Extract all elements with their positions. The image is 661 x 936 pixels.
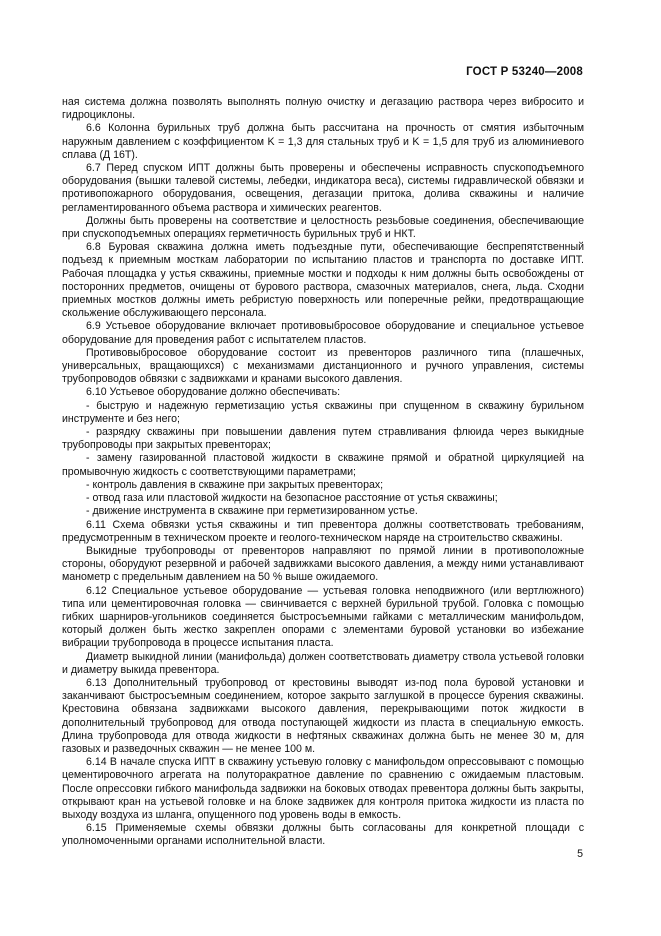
paragraph-6-8: 6.8 Буровая скважина должна иметь подъездные пути, обеспечивающие беспрепятственный подъезд к приемным мосткам лаборатории по испытанию пластов и транспорта по доставке ИПТ. Рабочая площадка у устья скважины, приемные мостки и подходы к ним должны быть освобождены от посторонних предметов, очищены от бурового раствора, смазочных материалов, снега, льда. Сходни приемных мостков должны иметь ребристую поверхность или поперечные рейки, предотвращающие скольжение обслуживающего персонала. [62, 241, 584, 320]
paragraph-6-14: 6.14 В начале спуска ИПТ в скважину устьевую головку с манифольдом опрессовывают с помощью цементировочного агрегата на полуторакратное давление по сравнению с ожидаемым пластовым. После опрессовки гибкого манифольда задвижки на боковых отводах превентора должны быть закрыты, открывают кран на устьевой головке и на блоке задвижек для контроля притока жидкости из пласта по выходу воздуха из шланга, опущенного под уровень воды в емкость. [62, 756, 584, 821]
paragraph-6-11-flowlines: Выкидные трубопроводы от превенторов направляют по прямой линии в противоположные стороны, оборудуют резервной и рабочей задвижками высокого давления, а между ними устанавливают манометр с предельным давлением на 50 % выше ожидаемого. [62, 544, 584, 584]
list-item: - движение инструмента в скважине при герметизированном устье. [86, 505, 418, 518]
paragraph-6-6: 6.6 Колонна бурильных труб должна быть рассчитана на прочность от смятия избыточным наружным давлением с коэффициентом K = 1,3 для стальных труб и K = 1,5 для труб из алюминиевого сплава (Д 16Т). [62, 122, 584, 161]
paragraph-6-11: 6.11 Схема обвязки устья скважины и тип превентора должны соответствовать требованиям, предусмотренным в техническом проекте и геолого-техническом наряде на строительство скважины. [62, 518, 584, 544]
list-item: - разрядку скважины при повышении давления путем стравливания флюида через выкидные трубопроводы при закрытых превенторах; [62, 426, 584, 452]
document-code-header: ГОСТ Р 53240—2008 [466, 66, 583, 78]
paragraph-6-7: 6.7 Перед спуском ИПТ должны быть проверены и обеспечены исправность спускоподъемного оборудования (вышки талевой системы, лебедки, индикатора веса), системы гидравлической обвязки и противопожарного оборудования, освещения, дегазации притока, долива скважины и наличие регламентированного объема раствора и химических реагентов. [62, 162, 584, 214]
paragraph-6-10: 6.10 Устьевое оборудование должно обеспечивать: [86, 386, 341, 399]
paragraph-6-15: 6.15 Применяемые схемы обвязки должны быть согласованы для конкретной площади с уполномоченными органами исполнительной власти. [62, 822, 584, 848]
paragraph-6-7-threads: Должны быть проверены на соответствие и целостность резьбовые соединения, обеспечивающие при спускоподъемных операциях герметичность бурильных труб и НКТ. [62, 214, 584, 241]
paragraph-6-12: 6.12 Специальное устьевое оборудование — устьевая головка неподвижного (или вертлюжного) типа или цементировочная головка — свинчивается с верхней бурильной трубой. Головка с помощью гибких шарниров-угольников соединяется быстросъемными гайками с металлическим манифольдом, который должен быть жестко закреплен опорами с элементами буровой установки во избежание вибрации трубопровода в процессе испытания пласта. [62, 584, 584, 650]
paragraph-6-9: 6.9 Устьевое оборудование включает противовыбросовое оборудование и специальное устьевое оборудование для проведения работ с испытателем пластов. [62, 320, 584, 346]
list-item: - отвод газа или пластовой жидкости на безопасное расстояние от устья скважины; [86, 492, 498, 505]
document-body [62, 96, 584, 849]
list-item: - замену газированной пластовой жидкости в скважине прямой и обратной циркуляцией на промывочную жидкость с соответствующими параметрами; [62, 452, 584, 478]
paragraph-6-9-blowout-equipment: Противовыбросовое оборудование состоит из превенторов различного типа (плашечных, универсальных, вращающихся) с механизмами дистанционного и ручного управления, системы трубопроводов обвязки с задвижками и кранами высокого давления. [62, 346, 584, 386]
paragraph-continuation: ная система должна позволять выполнять полную очистку и дегазацию раствора через вибросито и гидроциклоны. [62, 96, 584, 122]
paragraph-6-13: 6.13 Дополнительный трубопровод от крестовины выводят из-под пола буровой установки и заканчивают быстросъемным соединением, которое закрыто заглушкой в процессе бурения скважины. Крестовина обвязана задвижками высокого давления, перекрывающими поток жидкости в дополнительный трубопровод для отвода поступающей жидкости из пласта в специальную емкость. Длина трубопровода для отвода жидкости в нефтяных скважинах должна быть не менее 30 м, для газовых и разведочных скважин — не менее 100 м. [62, 676, 584, 755]
list-item: - быструю и надежную герметизацию устья скважины при спущенном в скважину бурильном инструменте и без него; [62, 399, 584, 425]
paragraph-6-12-manifold-diameter: Диаметр выкидной линии (манифольда) должен соответствовать диаметру ствола устьевой головки и диаметру выкида превентора. [62, 650, 584, 676]
list-item: - контроль давления в скважине при закрытых превенторах; [86, 478, 384, 491]
page-number: 5 [577, 848, 583, 860]
